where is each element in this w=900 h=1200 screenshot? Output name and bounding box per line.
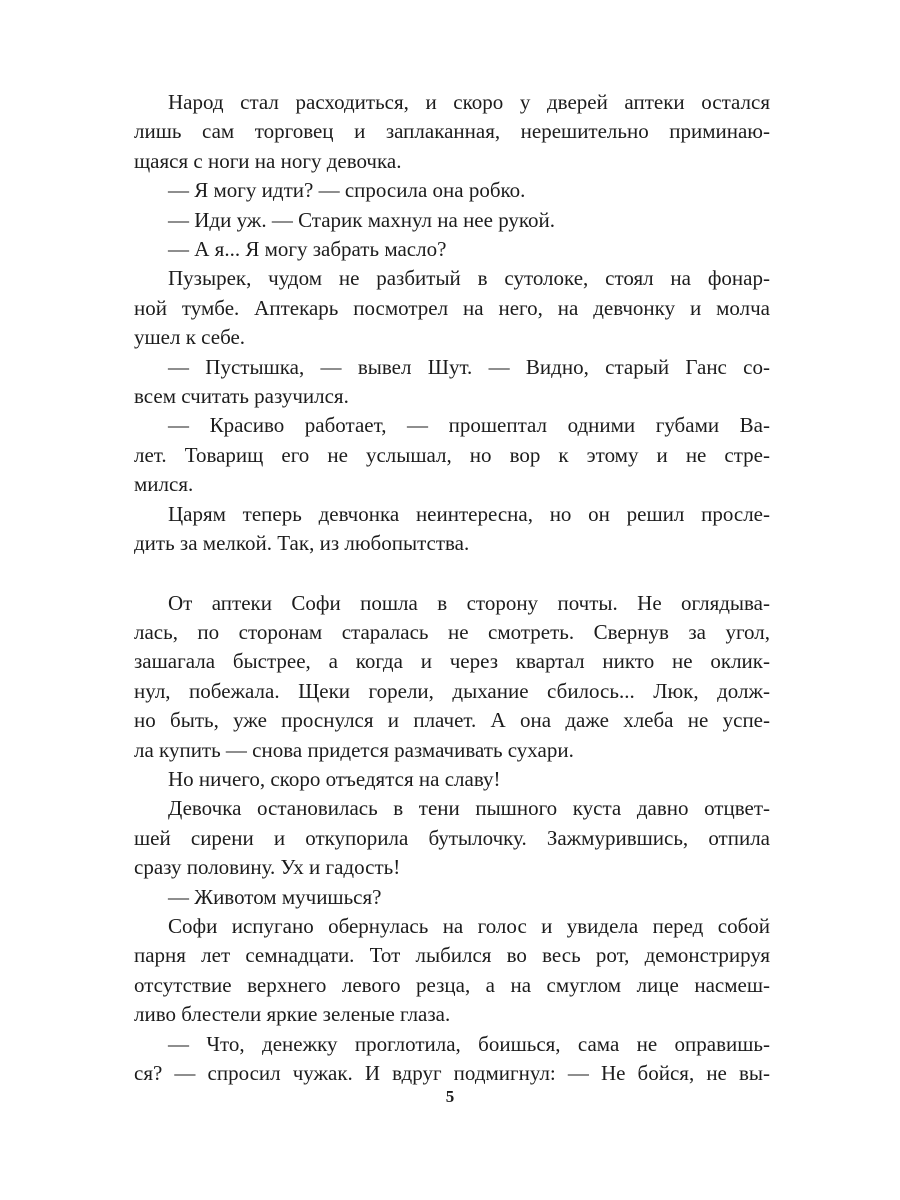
text-line: ной тумбе. Аптекарь посмотрел на него, на девчонку и молча <box>134 295 770 320</box>
text-line: — Пустышка, — вывел Шут. — Видно, старый Ганс со- <box>168 354 770 379</box>
text-line: дить за мелкой. Так, из любопытства. <box>134 531 470 556</box>
text-line: — Я могу идти? — спросила она робко. <box>168 178 526 203</box>
text-line: мился. <box>134 472 194 497</box>
text-line: Народ стал расходиться, и скоро у дверей аптеки остался <box>168 90 770 114</box>
text-line: Софи испугано обернулась на голос и увидела перед собой <box>168 913 770 938</box>
text-line: ся? — спросил чужак. И вдруг подмигнул: — Не бойся, не вы- <box>134 1061 770 1085</box>
paragraph <box>134 206 770 235</box>
page-number: 5 <box>445 1087 455 1106</box>
text-line: лась, по сторонам старалась не смотреть. Свернув за угол, <box>134 619 770 644</box>
text-line: — А я... Я могу забрать масло? <box>168 237 447 262</box>
text-line: лишь сам торговец и заплаканная, нерешительно приминаю- <box>134 119 770 144</box>
text-line: — Животом мучишься? <box>168 884 382 909</box>
text-line: ливо блестели яркие зеленые глаза. <box>134 1002 451 1027</box>
paragraph <box>134 235 770 264</box>
text-line: — Иди уж. — Старик махнул на нее рукой. <box>168 207 556 232</box>
text-line: Царям теперь девчонка неинтересна, но он решил просле- <box>168 501 770 526</box>
text-line: зашагала быстрее, а когда и через квартал никто не оклик- <box>134 649 770 674</box>
text-line: лет. Товарищ его не услышал, но вор к этому и не стре- <box>134 442 770 467</box>
text-line: отсутствие верхнего левого резца, а на смуглом лице насмеш- <box>134 972 770 997</box>
text-line: щаяся с ноги на ногу девочка. <box>134 148 402 173</box>
text-line: От аптеки Софи пошла в сторону почты. Не оглядыва- <box>168 590 770 615</box>
text-line: ла купить — снова придется размачивать сухари. <box>134 737 574 762</box>
paragraph <box>134 500 770 559</box>
text-line: сразу половину. Ух и гадость! <box>134 855 401 880</box>
paragraph <box>134 88 770 176</box>
paragraph <box>134 589 770 765</box>
paragraph <box>134 765 770 794</box>
text-line: Девочка остановилась в тени пышного куста давно отцвет- <box>168 796 770 821</box>
text-line: Но ничего, скоро отъедятся на славу! <box>168 766 501 791</box>
paragraph <box>134 1030 770 1089</box>
text-line: Пузырек, чудом не разбитый в сутолоке, стоял на фонар- <box>168 266 770 291</box>
paragraph <box>134 176 770 205</box>
text-line: нул, побежала. Щеки горели, дыхание сбилось... Люк, долж- <box>134 678 770 703</box>
paragraph <box>134 912 770 1030</box>
paragraph <box>134 353 770 412</box>
paragraph <box>134 883 770 912</box>
text-line: шей сирени и откупорила бутылочку. Зажмурившись, отпила <box>134 825 770 850</box>
text-block <box>134 88 770 1088</box>
paragraph <box>134 411 770 499</box>
paragraph <box>134 794 770 882</box>
text-line: всем считать разучился. <box>134 384 349 409</box>
text-line: ушел к себе. <box>134 325 246 350</box>
paragraph <box>134 264 770 352</box>
text-line: парня лет семнадцати. Тот лыбился во весь рот, демонстрируя <box>134 943 770 968</box>
text-line: но быть, уже проснулся и плачет. А она даже хлеба не успе- <box>134 708 770 733</box>
text-line: — Что, денежку проглотила, боишься, сама не оправишь- <box>168 1031 770 1056</box>
text-line: — Красиво работает, — прошептал одними губами Ва- <box>168 413 770 438</box>
